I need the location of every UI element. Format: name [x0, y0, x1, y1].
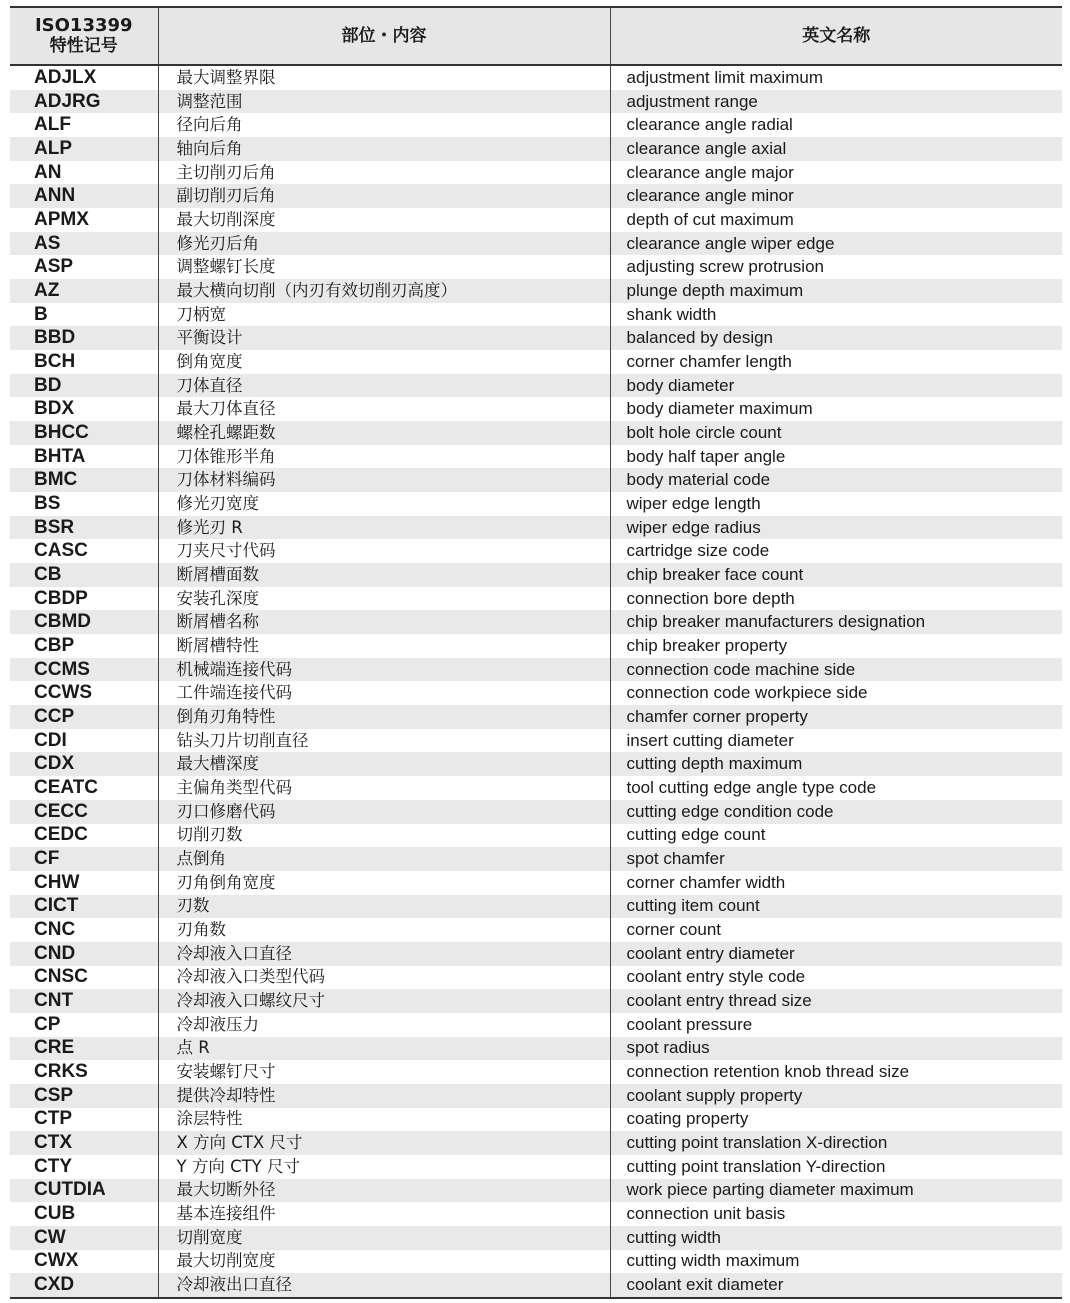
cell-english: cutting depth maximum: [610, 752, 1062, 776]
cell-code: CEDC: [10, 824, 158, 848]
cell-english: cutting point translation Y-direction: [610, 1155, 1062, 1179]
cell-code: ALF: [10, 113, 158, 137]
table-row: [10, 65, 1062, 90]
cell-part: 最大切断外径: [158, 1179, 610, 1203]
table-row: [10, 634, 1062, 658]
cell-part: 断屑槽名称: [158, 610, 610, 634]
cell-english: insert cutting diameter: [610, 729, 1062, 753]
table-row: [10, 255, 1062, 279]
cell-code: CB: [10, 563, 158, 587]
cell-part: 涂层特性: [158, 1108, 610, 1132]
cell-code: CICT: [10, 895, 158, 919]
cell-code: CXD: [10, 1273, 158, 1298]
cell-english: cutting edge count: [610, 824, 1062, 848]
table-row: [10, 445, 1062, 469]
cell-english: clearance angle major: [610, 161, 1062, 185]
table-row: [10, 847, 1062, 871]
table-row: [10, 610, 1062, 634]
cell-english: clearance angle minor: [610, 184, 1062, 208]
cell-part: 径向后角: [158, 113, 610, 137]
cell-english: work piece parting diameter maximum: [610, 1179, 1062, 1203]
cell-code: BS: [10, 492, 158, 516]
cell-english: balanced by design: [610, 326, 1062, 350]
cell-part: 倒角宽度: [158, 350, 610, 374]
table-row: [10, 279, 1062, 303]
table-row: [10, 326, 1062, 350]
cell-english: adjusting screw protrusion: [610, 255, 1062, 279]
table-row: [10, 776, 1062, 800]
cell-part: 最大横向切削（内刃有效切削刃高度）: [158, 279, 610, 303]
cell-english: spot radius: [610, 1037, 1062, 1061]
cell-part: 刃角倒角宽度: [158, 871, 610, 895]
cell-code: CBP: [10, 634, 158, 658]
table-row: [10, 942, 1062, 966]
table-row: [10, 1202, 1062, 1226]
table-row: [10, 705, 1062, 729]
cell-english: cutting item count: [610, 895, 1062, 919]
table-row: [10, 918, 1062, 942]
table-row: [10, 1013, 1062, 1037]
cell-english: chip breaker manufacturers designation: [610, 610, 1062, 634]
cell-code: CRE: [10, 1037, 158, 1061]
cell-english: clearance angle wiper edge: [610, 232, 1062, 256]
cell-english: cartridge size code: [610, 539, 1062, 563]
cell-part: Y 方向 CTY 尺寸: [158, 1155, 610, 1179]
header-part: 部位・内容: [158, 7, 610, 65]
cell-part: 断屑槽面数: [158, 563, 610, 587]
cell-english: corner chamfer width: [610, 871, 1062, 895]
cell-code: CTY: [10, 1155, 158, 1179]
cell-code: CNT: [10, 989, 158, 1013]
cell-code: CCWS: [10, 681, 158, 705]
table-row: [10, 658, 1062, 682]
cell-code: APMX: [10, 208, 158, 232]
cell-english: coolant supply property: [610, 1084, 1062, 1108]
table-row: [10, 397, 1062, 421]
cell-english: wiper edge radius: [610, 516, 1062, 540]
cell-code: ADJRG: [10, 90, 158, 114]
table-row: [10, 989, 1062, 1013]
cell-code: CUTDIA: [10, 1179, 158, 1203]
cell-part: 刀体锥形半角: [158, 445, 610, 469]
table-row: [10, 1108, 1062, 1132]
table-row: [10, 208, 1062, 232]
cell-english: cutting width: [610, 1226, 1062, 1250]
cell-code: CTP: [10, 1108, 158, 1132]
table-row: [10, 492, 1062, 516]
cell-english: connection code machine side: [610, 658, 1062, 682]
cell-code: CDX: [10, 752, 158, 776]
cell-english: cutting point translation X-direction: [610, 1131, 1062, 1155]
cell-code: BHCC: [10, 421, 158, 445]
table-row: [10, 1131, 1062, 1155]
cell-part: 调整范围: [158, 90, 610, 114]
cell-code: BHTA: [10, 445, 158, 469]
cell-english: connection code workpiece side: [610, 681, 1062, 705]
cell-code: CASC: [10, 539, 158, 563]
table-row: [10, 137, 1062, 161]
cell-part: 冷却液压力: [158, 1013, 610, 1037]
cell-part: 主偏角类型代码: [158, 776, 610, 800]
cell-english: coolant exit diameter: [610, 1273, 1062, 1298]
cell-english: clearance angle axial: [610, 137, 1062, 161]
cell-code: CND: [10, 942, 158, 966]
cell-english: body half taper angle: [610, 445, 1062, 469]
table-row: [10, 113, 1062, 137]
table-row: [10, 824, 1062, 848]
cell-part: 倒角刃角特性: [158, 705, 610, 729]
cell-english: connection unit basis: [610, 1202, 1062, 1226]
cell-part: 平衡设计: [158, 326, 610, 350]
table-row: [10, 1037, 1062, 1061]
cell-part: 安装孔深度: [158, 587, 610, 611]
cell-part: 调整螺钉长度: [158, 255, 610, 279]
table-row: [10, 303, 1062, 327]
cell-part: 冷却液入口类型代码: [158, 966, 610, 990]
cell-part: 最大切削深度: [158, 208, 610, 232]
table-row: [10, 1155, 1062, 1179]
iso13399-table: [10, 6, 1062, 1299]
cell-part: 副切削刃后角: [158, 184, 610, 208]
cell-part: 刃角数: [158, 918, 610, 942]
cell-code: CBMD: [10, 610, 158, 634]
cell-part: 螺栓孔螺距数: [158, 421, 610, 445]
table-row: [10, 1179, 1062, 1203]
cell-code: BSR: [10, 516, 158, 540]
table-row: [10, 1084, 1062, 1108]
cell-part: 主切削刃后角: [158, 161, 610, 185]
cell-english: tool cutting edge angle type code: [610, 776, 1062, 800]
cell-part: 安装螺钉尺寸: [158, 1060, 610, 1084]
cell-part: 冷却液入口直径: [158, 942, 610, 966]
cell-code: CNSC: [10, 966, 158, 990]
cell-english: coating property: [610, 1108, 1062, 1132]
cell-code: CW: [10, 1226, 158, 1250]
cell-part: 钻头刀片切削直径: [158, 729, 610, 753]
cell-code: ASP: [10, 255, 158, 279]
table-row: [10, 350, 1062, 374]
cell-code: CF: [10, 847, 158, 871]
cell-english: connection bore depth: [610, 587, 1062, 611]
cell-part: 刀体直径: [158, 374, 610, 398]
cell-code: ANN: [10, 184, 158, 208]
table-row: [10, 374, 1062, 398]
table-row: [10, 895, 1062, 919]
cell-part: 刃口修磨代码: [158, 800, 610, 824]
cell-code: CDI: [10, 729, 158, 753]
table-row: [10, 752, 1062, 776]
cell-part: 冷却液出口直径: [158, 1273, 610, 1298]
cell-code: ALP: [10, 137, 158, 161]
cell-english: chip breaker property: [610, 634, 1062, 658]
table-row: [10, 871, 1062, 895]
cell-code: CWX: [10, 1250, 158, 1274]
cell-code: CCMS: [10, 658, 158, 682]
cell-code: AZ: [10, 279, 158, 303]
cell-code: AN: [10, 161, 158, 185]
table-header: [10, 7, 1062, 65]
cell-english: chip breaker face count: [610, 563, 1062, 587]
cell-code: CUB: [10, 1202, 158, 1226]
cell-part: 最大切削宽度: [158, 1250, 610, 1274]
cell-english: adjustment range: [610, 90, 1062, 114]
cell-part: 机械端连接代码: [158, 658, 610, 682]
cell-part: 轴向后角: [158, 137, 610, 161]
header-english: 英文名称: [610, 7, 1062, 65]
cell-code: CHW: [10, 871, 158, 895]
cell-code: AS: [10, 232, 158, 256]
cell-part: 切削宽度: [158, 1226, 610, 1250]
cell-english: coolant entry diameter: [610, 942, 1062, 966]
cell-english: body diameter: [610, 374, 1062, 398]
table-row: [10, 1226, 1062, 1250]
cell-english: clearance angle radial: [610, 113, 1062, 137]
cell-code: CRKS: [10, 1060, 158, 1084]
cell-code: CEATC: [10, 776, 158, 800]
cell-english: bolt hole circle count: [610, 421, 1062, 445]
cell-english: corner chamfer length: [610, 350, 1062, 374]
cell-code: ADJLX: [10, 65, 158, 90]
cell-code: B: [10, 303, 158, 327]
cell-part: 冷却液入口螺纹尺寸: [158, 989, 610, 1013]
cell-part: 点 R: [158, 1037, 610, 1061]
cell-code: BCH: [10, 350, 158, 374]
cell-part: 修光刃 R: [158, 516, 610, 540]
table-row: [10, 539, 1062, 563]
header-row: [10, 7, 1062, 65]
cell-part: 刀柄宽: [158, 303, 610, 327]
cell-english: cutting edge condition code: [610, 800, 1062, 824]
table-row: [10, 1273, 1062, 1298]
cell-code: CBDP: [10, 587, 158, 611]
cell-english: coolant entry thread size: [610, 989, 1062, 1013]
cell-english: connection retention knob thread size: [610, 1060, 1062, 1084]
cell-code: CP: [10, 1013, 158, 1037]
cell-english: wiper edge length: [610, 492, 1062, 516]
table-row: [10, 729, 1062, 753]
table-row: [10, 90, 1062, 114]
table-row: [10, 161, 1062, 185]
cell-english: chamfer corner property: [610, 705, 1062, 729]
cell-code: CSP: [10, 1084, 158, 1108]
cell-part: 刀夹尺寸代码: [158, 539, 610, 563]
cell-english: coolant pressure: [610, 1013, 1062, 1037]
table-row: [10, 232, 1062, 256]
table-row: [10, 516, 1062, 540]
header-code: [10, 7, 158, 65]
cell-part: 最大槽深度: [158, 752, 610, 776]
cell-english: corner count: [610, 918, 1062, 942]
table-row: [10, 563, 1062, 587]
cell-english: spot chamfer: [610, 847, 1062, 871]
cell-code: BBD: [10, 326, 158, 350]
cell-part: 最大刀体直径: [158, 397, 610, 421]
table-row: [10, 1250, 1062, 1274]
cell-english: plunge depth maximum: [610, 279, 1062, 303]
table-row: [10, 421, 1062, 445]
cell-part: 修光刃宽度: [158, 492, 610, 516]
cell-english: cutting width maximum: [610, 1250, 1062, 1274]
cell-english: shank width: [610, 303, 1062, 327]
cell-code: CTX: [10, 1131, 158, 1155]
cell-part: 切削刃数: [158, 824, 610, 848]
table-row: [10, 966, 1062, 990]
cell-english: depth of cut maximum: [610, 208, 1062, 232]
table-body: [10, 65, 1062, 1298]
table-row: [10, 587, 1062, 611]
cell-part: 刃数: [158, 895, 610, 919]
cell-part: X 方向 CTX 尺寸: [158, 1131, 610, 1155]
cell-english: adjustment limit maximum: [610, 65, 1062, 90]
header-code-line1: ISO13399: [34, 15, 133, 36]
table-row: [10, 1060, 1062, 1084]
cell-code: CCP: [10, 705, 158, 729]
cell-code: BD: [10, 374, 158, 398]
table-row: [10, 681, 1062, 705]
cell-part: 提供冷却特性: [158, 1084, 610, 1108]
cell-part: 最大调整界限: [158, 65, 610, 90]
cell-code: CNC: [10, 918, 158, 942]
cell-part: 工件端连接代码: [158, 681, 610, 705]
cell-part: 基本连接组件: [158, 1202, 610, 1226]
header-code-line2: 特性记号: [49, 36, 118, 56]
cell-english: body material code: [610, 468, 1062, 492]
cell-part: 点倒角: [158, 847, 610, 871]
cell-english: body diameter maximum: [610, 397, 1062, 421]
cell-part: 断屑槽特性: [158, 634, 610, 658]
cell-part: 刀体材料编码: [158, 468, 610, 492]
cell-code: BDX: [10, 397, 158, 421]
cell-code: BMC: [10, 468, 158, 492]
table-row: [10, 184, 1062, 208]
cell-english: coolant entry style code: [610, 966, 1062, 990]
table-row: [10, 800, 1062, 824]
cell-code: CECC: [10, 800, 158, 824]
cell-part: 修光刃后角: [158, 232, 610, 256]
table-row: [10, 468, 1062, 492]
